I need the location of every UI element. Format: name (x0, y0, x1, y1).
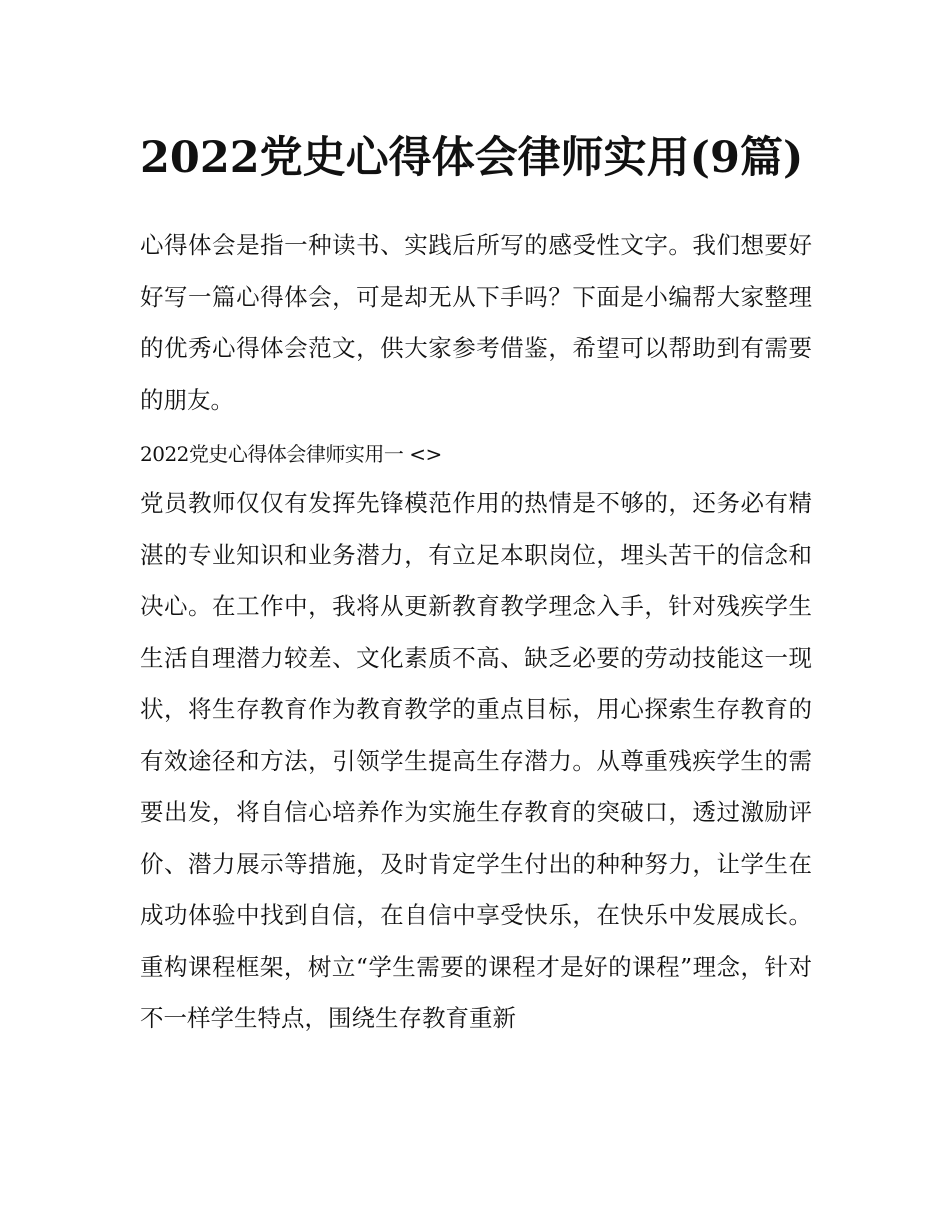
section-heading: 2022党史心得体会律师实用一 <> (140, 442, 442, 466)
document-title: 2022党史心得体会律师实用(9篇) (140, 133, 804, 183)
section-body-paragraph: 党员教师仅仅有发挥先锋模范作用的热情是不够的，还务必有精湛的专业知识和业务潜力，有立足本职岗位，埋头苦干的信念和决心。在工作中，我将从更新教育教学理念入手，针对残疾学生生活自理潜力较差、文化素质不高、缺乏必要的劳动技能这一现状，将生存教育作为教育教学的重点目标，用心探索生存教育的有效途径和方法，引领学生提高生存潜力。从尊重残疾学生的需要出发，将自信心培养作为实施生存教育的突破口，透过激励评价、潜力展示等措施，及时肯定学生付出的种种努力，让学生在成功体验中找到自信，在自信中享受快乐，在快乐中发展成长。重构课程框架，树立“学生需要的课程才是好的课程”理念，针对不一样学生特点，围绕生存教育重新 (140, 489, 812, 1032)
document-page (140, 118, 812, 1045)
intro-paragraph: 心得体会是指一种读书、实践后所写的感受性文字。我们想要好好写一篇心得体会，可是却无从下手吗？下面是小编帮大家整理的优秀心得体会范文，供大家参考借鉴，希望可以帮助到有需要的朋友。 (140, 231, 812, 414)
